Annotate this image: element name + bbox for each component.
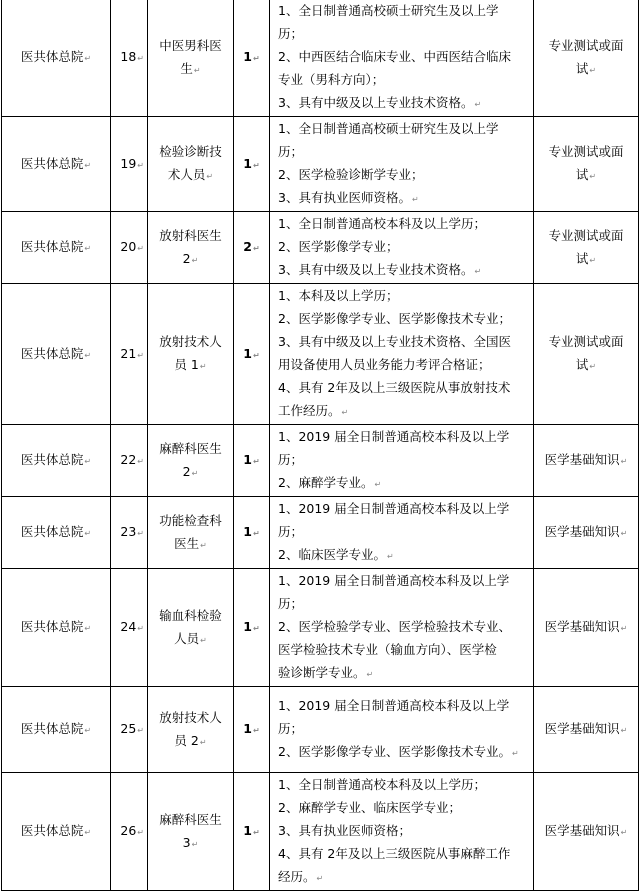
exam-method-text: 试 <box>575 167 589 182</box>
paragraph-mark-icon: ↵ <box>191 255 199 265</box>
unit-name: 医共体总院 <box>20 239 84 254</box>
requirement-line <box>278 330 529 353</box>
unit-name: 医共体总院 <box>20 452 84 467</box>
requirement-line <box>278 399 529 424</box>
requirement-cell <box>270 773 534 891</box>
row-number: 20 <box>120 239 137 254</box>
paragraph-mark-icon: ↵ <box>84 624 92 633</box>
requirement-text: 2、医学检验学专业、医学检验技术专业、 <box>278 619 511 634</box>
requirement-line <box>278 638 529 661</box>
post-name-text: 医生 <box>174 535 200 551</box>
post-name-line <box>154 163 227 188</box>
post-name-line <box>154 224 227 247</box>
paragraph-mark-icon: ↵ <box>137 624 144 633</box>
requirement-line <box>278 543 529 568</box>
post-name-line <box>154 330 227 353</box>
exam-method-text: 医学基础知识 <box>544 524 620 539</box>
requirement-cell <box>270 284 534 425</box>
recruitment-table <box>1 0 639 891</box>
requirement-text: 2、医学影像学专业、医学影像技术专业； <box>278 311 511 326</box>
unit-name: 医共体总院 <box>20 155 84 171</box>
headcount-cell <box>234 773 270 891</box>
post-name-line <box>154 729 227 754</box>
exam-method-text: 医学基础知识 <box>544 619 620 634</box>
requirement-line <box>278 186 529 211</box>
post-name-line <box>154 34 227 57</box>
requirement-line <box>278 376 529 399</box>
requirement-line <box>278 865 529 890</box>
headcount: 1 <box>243 345 252 361</box>
paragraph-mark-icon: ↵ <box>137 726 144 735</box>
row-number-cell <box>111 117 148 212</box>
paragraph-mark-icon: ↵ <box>374 480 382 489</box>
post-name-line <box>154 831 227 856</box>
requirement-line <box>278 773 529 796</box>
row-number-cell <box>111 284 148 425</box>
requirement-line <box>278 68 529 91</box>
requirement-line <box>278 91 529 116</box>
requirement-cell <box>270 425 534 497</box>
post-name-line <box>154 509 227 532</box>
paragraph-mark-icon: ↵ <box>589 362 597 371</box>
paragraph-mark-icon: ↵ <box>199 737 207 747</box>
row-number-cell <box>111 687 148 773</box>
table-row <box>2 212 639 284</box>
exam-method-cell <box>534 212 639 284</box>
post-name-text: 术人员 <box>167 167 206 182</box>
requirement-line <box>278 212 529 235</box>
exam-method-line <box>542 57 630 82</box>
post-name-line <box>154 353 227 378</box>
requirement-line <box>278 661 529 686</box>
exam-method-line <box>542 163 630 188</box>
paragraph-mark-icon: ↵ <box>589 255 597 265</box>
paragraph-mark-icon: ↵ <box>200 540 207 550</box>
exam-method-text: 专业测试或面 <box>548 144 624 159</box>
table-row <box>2 773 639 891</box>
requirement-text: 2、麻醉学专业、临床医学专业； <box>278 800 461 815</box>
requirement-cell <box>270 212 534 284</box>
requirement-cell <box>270 0 534 117</box>
paragraph-mark-icon: ↵ <box>253 350 260 360</box>
requirement-line <box>278 497 529 520</box>
table-row <box>2 425 639 497</box>
post-name-text: 检验诊断技 <box>159 144 222 159</box>
requirement-text: 1、全日制普通高校硕士研究生及以上学 <box>278 3 499 18</box>
requirement-line <box>278 163 529 186</box>
requirement-cell <box>270 497 534 569</box>
paragraph-mark-icon: ↵ <box>341 408 349 417</box>
requirement-line <box>278 615 529 638</box>
exam-method-text: 医学基础知识 <box>544 452 620 467</box>
requirement-text: 1、2019 届全日制普通高校本科及以上学 <box>278 698 510 713</box>
paragraph-mark-icon: ↵ <box>474 267 482 276</box>
unit-name-cell <box>2 212 111 284</box>
requirement-text: 验诊断学专业。 <box>278 665 366 680</box>
requirement-text: 4、具有 2年及以上三级医院从事放射技术 <box>278 380 511 395</box>
paragraph-mark-icon: ↵ <box>411 195 419 204</box>
post-name-cell <box>148 117 234 212</box>
requirement-text: 历； <box>278 144 304 159</box>
paragraph-mark-icon: ↵ <box>137 244 144 253</box>
post-name-line <box>154 706 227 729</box>
row-number: 26 <box>120 823 137 838</box>
post-name-text: 员 1 <box>174 357 199 372</box>
requirement-text: 历； <box>278 26 304 41</box>
paragraph-mark-icon: ↵ <box>84 160 92 170</box>
paragraph-mark-icon: ↵ <box>253 529 260 538</box>
exam-method-line <box>542 448 630 473</box>
paragraph-mark-icon: ↵ <box>84 828 92 837</box>
requirement-line <box>278 140 529 163</box>
post-name-cell <box>148 569 234 687</box>
paragraph-mark-icon: ↵ <box>253 828 260 837</box>
post-name-line <box>154 57 227 82</box>
requirement-line <box>278 117 529 140</box>
requirement-text: 1、全日制普通高校本科及以上学历； <box>278 216 486 231</box>
requirement-line <box>278 307 529 330</box>
paragraph-mark-icon: ↵ <box>84 529 92 538</box>
headcount: 1 <box>243 721 252 736</box>
requirement-line <box>278 694 529 717</box>
paragraph-mark-icon: ↵ <box>620 726 628 735</box>
headcount-cell <box>234 687 270 773</box>
requirement-text: 历； <box>278 452 304 467</box>
table-row <box>2 687 639 773</box>
headcount: 1 <box>243 524 252 539</box>
paragraph-mark-icon: ↵ <box>620 828 628 837</box>
paragraph-mark-icon: ↵ <box>253 160 260 170</box>
requirement-line <box>278 284 529 307</box>
row-number: 22 <box>120 452 137 467</box>
requirement-text: 3、具有中级及以上专业技术资格。 <box>278 95 474 110</box>
post-name-text: 放射技术人 <box>159 334 222 349</box>
exam-method-text: 医学基础知识 <box>544 721 620 736</box>
requirement-line <box>278 740 529 765</box>
exam-method-cell <box>534 773 639 891</box>
exam-method-line <box>542 224 630 247</box>
post-name-text: 生 <box>180 60 193 76</box>
requirement-line <box>278 258 529 283</box>
paragraph-mark-icon: ↵ <box>206 172 214 181</box>
unit-name-cell <box>2 569 111 687</box>
post-name-text: 中医男科医 <box>159 37 222 53</box>
row-number: 19 <box>120 155 137 171</box>
paragraph-mark-icon: ↵ <box>84 350 92 360</box>
table-body <box>2 0 639 891</box>
exam-method-line <box>542 615 630 640</box>
paragraph-mark-icon: ↵ <box>193 65 201 75</box>
requirement-line <box>278 717 529 740</box>
post-name-cell <box>148 773 234 891</box>
requirement-text: 1、全日制普通高校本科及以上学历； <box>278 777 486 792</box>
requirement-line <box>278 425 529 448</box>
unit-name: 医共体总院 <box>20 345 84 361</box>
post-name-line <box>154 140 227 163</box>
paragraph-mark-icon: ↵ <box>137 54 144 63</box>
row-number-cell <box>111 497 148 569</box>
paragraph-mark-icon: ↵ <box>511 749 519 758</box>
table-row <box>2 284 639 425</box>
paragraph-mark-icon: ↵ <box>137 160 144 170</box>
headcount-cell <box>234 284 270 425</box>
paragraph-mark-icon: ↵ <box>191 468 199 478</box>
post-name-cell <box>148 425 234 497</box>
requirement-text: 2、医学检验诊断学专业； <box>278 167 424 182</box>
requirement-line <box>278 448 529 471</box>
exam-method-line <box>542 34 630 57</box>
paragraph-mark-icon: ↵ <box>137 529 144 538</box>
requirement-text: 历； <box>278 524 304 539</box>
exam-method-cell <box>534 687 639 773</box>
row-number: 21 <box>120 345 137 361</box>
paragraph-mark-icon: ↵ <box>137 350 144 360</box>
requirement-text: 3、具有执业医师资格； <box>278 823 411 838</box>
table-row <box>2 0 639 117</box>
post-name-text: 麻醉科医生 <box>159 811 222 827</box>
unit-name: 医共体总院 <box>20 524 84 539</box>
post-name-text: 员 2 <box>174 732 199 748</box>
headcount-cell <box>234 212 270 284</box>
requirement-line <box>278 45 529 68</box>
requirement-line <box>278 842 529 865</box>
paragraph-mark-icon: ↵ <box>474 100 482 109</box>
row-number-cell <box>111 773 148 891</box>
paragraph-mark-icon: ↵ <box>620 457 628 466</box>
paragraph-mark-icon: ↵ <box>191 839 199 849</box>
requirement-text: 2、中西医结合临床专业、中西医结合临床 <box>278 49 511 64</box>
post-name-line <box>154 437 227 460</box>
exam-method-cell <box>534 425 639 497</box>
requirement-line <box>278 520 529 543</box>
exam-method-cell <box>534 284 639 425</box>
table-row <box>2 569 639 687</box>
exam-method-text: 试 <box>575 250 589 266</box>
table-row <box>2 497 639 569</box>
paragraph-mark-icon: ↵ <box>620 624 628 633</box>
row-number-cell <box>111 425 148 497</box>
requirement-cell <box>270 117 534 212</box>
unit-name-cell <box>2 497 111 569</box>
post-name-cell <box>148 497 234 569</box>
exam-method-text: 专业测试或面 <box>548 334 624 349</box>
headcount-cell <box>234 569 270 687</box>
post-name-text: 输血科检验 <box>159 607 222 623</box>
post-name-line <box>154 808 227 831</box>
paragraph-mark-icon: ↵ <box>386 552 394 561</box>
requirement-text: 1、2019 届全日制普通高校本科及以上学 <box>278 573 510 588</box>
row-number: 25 <box>120 721 137 736</box>
requirement-line <box>278 0 529 22</box>
unit-name-cell <box>2 0 111 117</box>
requirement-line <box>278 569 529 592</box>
requirement-cell <box>270 687 534 773</box>
exam-method-line <box>542 353 630 378</box>
headcount: 1 <box>243 619 252 634</box>
requirement-text: 专业（男科方向）； <box>278 72 385 87</box>
post-name-text: 2 <box>182 250 191 266</box>
paragraph-mark-icon: ↵ <box>253 726 260 735</box>
post-name-line <box>154 247 227 272</box>
paragraph-mark-icon: ↵ <box>253 244 260 253</box>
unit-name-cell <box>2 687 111 773</box>
requirement-text: 2、临床医学专业。 <box>278 547 386 562</box>
row-number: 23 <box>120 524 137 539</box>
post-name-text: 2 <box>182 463 191 479</box>
requirement-text: 历； <box>278 721 304 736</box>
requirement-text: 2、麻醉学专业。 <box>278 475 374 490</box>
unit-name-cell <box>2 773 111 891</box>
exam-method-text: 试 <box>575 357 589 372</box>
paragraph-mark-icon: ↵ <box>589 65 597 75</box>
headcount: 2 <box>243 239 252 254</box>
headcount: 1 <box>243 49 252 64</box>
post-name-cell <box>148 0 234 117</box>
paragraph-mark-icon: ↵ <box>366 670 374 679</box>
exam-method-cell <box>534 497 639 569</box>
unit-name: 医共体总院 <box>20 49 84 64</box>
requirement-line <box>278 235 529 258</box>
requirement-text: 历； <box>278 596 304 611</box>
paragraph-mark-icon: ↵ <box>589 172 597 181</box>
headcount: 1 <box>243 452 252 467</box>
exam-method-text: 专业测试或面 <box>548 227 624 243</box>
requirement-text: 2、医学影像学专业； <box>278 239 399 254</box>
exam-method-cell <box>534 117 639 212</box>
paragraph-mark-icon: ↵ <box>84 457 92 466</box>
requirement-text: 1、2019 届全日制普通高校本科及以上学 <box>278 501 510 516</box>
exam-method-cell <box>534 0 639 117</box>
requirement-text: 经历。 <box>278 869 316 884</box>
post-name-line <box>154 604 227 627</box>
requirement-text: 医学检验技术专业（输血方向）、医学检 <box>278 642 497 657</box>
row-number-cell <box>111 0 148 117</box>
paragraph-mark-icon: ↵ <box>316 874 324 883</box>
paragraph-mark-icon: ↵ <box>199 362 207 371</box>
requirement-line <box>278 353 529 376</box>
unit-name: 医共体总院 <box>20 721 84 736</box>
post-name-text: 3 <box>182 834 191 850</box>
exam-method-cell <box>534 569 639 687</box>
requirement-cell <box>270 569 534 687</box>
requirement-text: 3、具有中级及以上专业技术资格、全国医 <box>278 334 511 349</box>
post-name-cell <box>148 284 234 425</box>
post-name-text: 放射技术人 <box>159 709 222 725</box>
requirement-text: 3、具有执业医师资格。 <box>278 190 411 205</box>
paragraph-mark-icon: ↵ <box>137 828 144 837</box>
exam-method-text: 专业测试或面 <box>548 37 624 53</box>
exam-method-text: 医学基础知识 <box>544 823 620 838</box>
paragraph-mark-icon: ↵ <box>253 624 260 633</box>
exam-method-text: 试 <box>575 60 589 76</box>
post-name-line <box>154 460 227 485</box>
requirement-text: 1、2019 届全日制普通高校本科及以上学 <box>278 429 510 444</box>
exam-method-line <box>542 520 630 545</box>
paragraph-mark-icon: ↵ <box>200 635 207 645</box>
unit-name-cell <box>2 425 111 497</box>
row-number: 18 <box>120 49 137 64</box>
requirement-text: 用设备使用人员业务能力考评合格证； <box>278 357 491 372</box>
unit-name-cell <box>2 284 111 425</box>
exam-method-line <box>542 330 630 353</box>
requirement-line <box>278 592 529 615</box>
headcount: 1 <box>243 823 252 838</box>
table-row <box>2 117 639 212</box>
paragraph-mark-icon: ↵ <box>84 726 92 735</box>
post-name-text: 放射科医生 <box>159 227 222 243</box>
requirement-text: 1、全日制普通高校硕士研究生及以上学 <box>278 121 499 136</box>
requirement-text: 工作经历。 <box>278 403 341 418</box>
post-name-text: 人员 <box>174 630 200 646</box>
requirement-text: 2、医学影像学专业、医学影像技术专业。 <box>278 744 511 759</box>
requirement-line <box>278 819 529 842</box>
headcount-cell <box>234 497 270 569</box>
paragraph-mark-icon: ↵ <box>84 54 92 63</box>
exam-method-line <box>542 247 630 272</box>
headcount-cell <box>234 0 270 117</box>
paragraph-mark-icon: ↵ <box>84 244 92 253</box>
unit-name-cell <box>2 117 111 212</box>
post-name-cell <box>148 687 234 773</box>
post-name-cell <box>148 212 234 284</box>
row-number-cell <box>111 212 148 284</box>
post-name-text: 麻醉科医生 <box>159 440 222 456</box>
post-name-line <box>154 532 227 557</box>
requirement-text: 4、具有 2年及以上三级医院从事麻醉工作 <box>278 846 511 861</box>
paragraph-mark-icon: ↵ <box>253 457 260 466</box>
post-name-text: 功能检查科 <box>159 512 222 528</box>
row-number: 24 <box>120 619 137 634</box>
paragraph-mark-icon: ↵ <box>137 457 144 466</box>
requirement-text: 1、本科及以上学历； <box>278 288 399 303</box>
headcount: 1 <box>243 155 252 171</box>
unit-name: 医共体总院 <box>20 619 84 634</box>
post-name-line <box>154 627 227 652</box>
paragraph-mark-icon: ↵ <box>253 54 260 63</box>
headcount-cell <box>234 425 270 497</box>
requirement-line <box>278 22 529 45</box>
unit-name: 医共体总院 <box>20 823 84 838</box>
requirement-line <box>278 471 529 496</box>
exam-method-line <box>542 819 630 844</box>
headcount-cell <box>234 117 270 212</box>
row-number-cell <box>111 569 148 687</box>
requirement-line <box>278 796 529 819</box>
exam-method-line <box>542 717 630 742</box>
paragraph-mark-icon: ↵ <box>620 529 628 538</box>
requirement-text: 3、具有中级及以上专业技术资格。 <box>278 262 474 277</box>
exam-method-line <box>542 140 630 163</box>
